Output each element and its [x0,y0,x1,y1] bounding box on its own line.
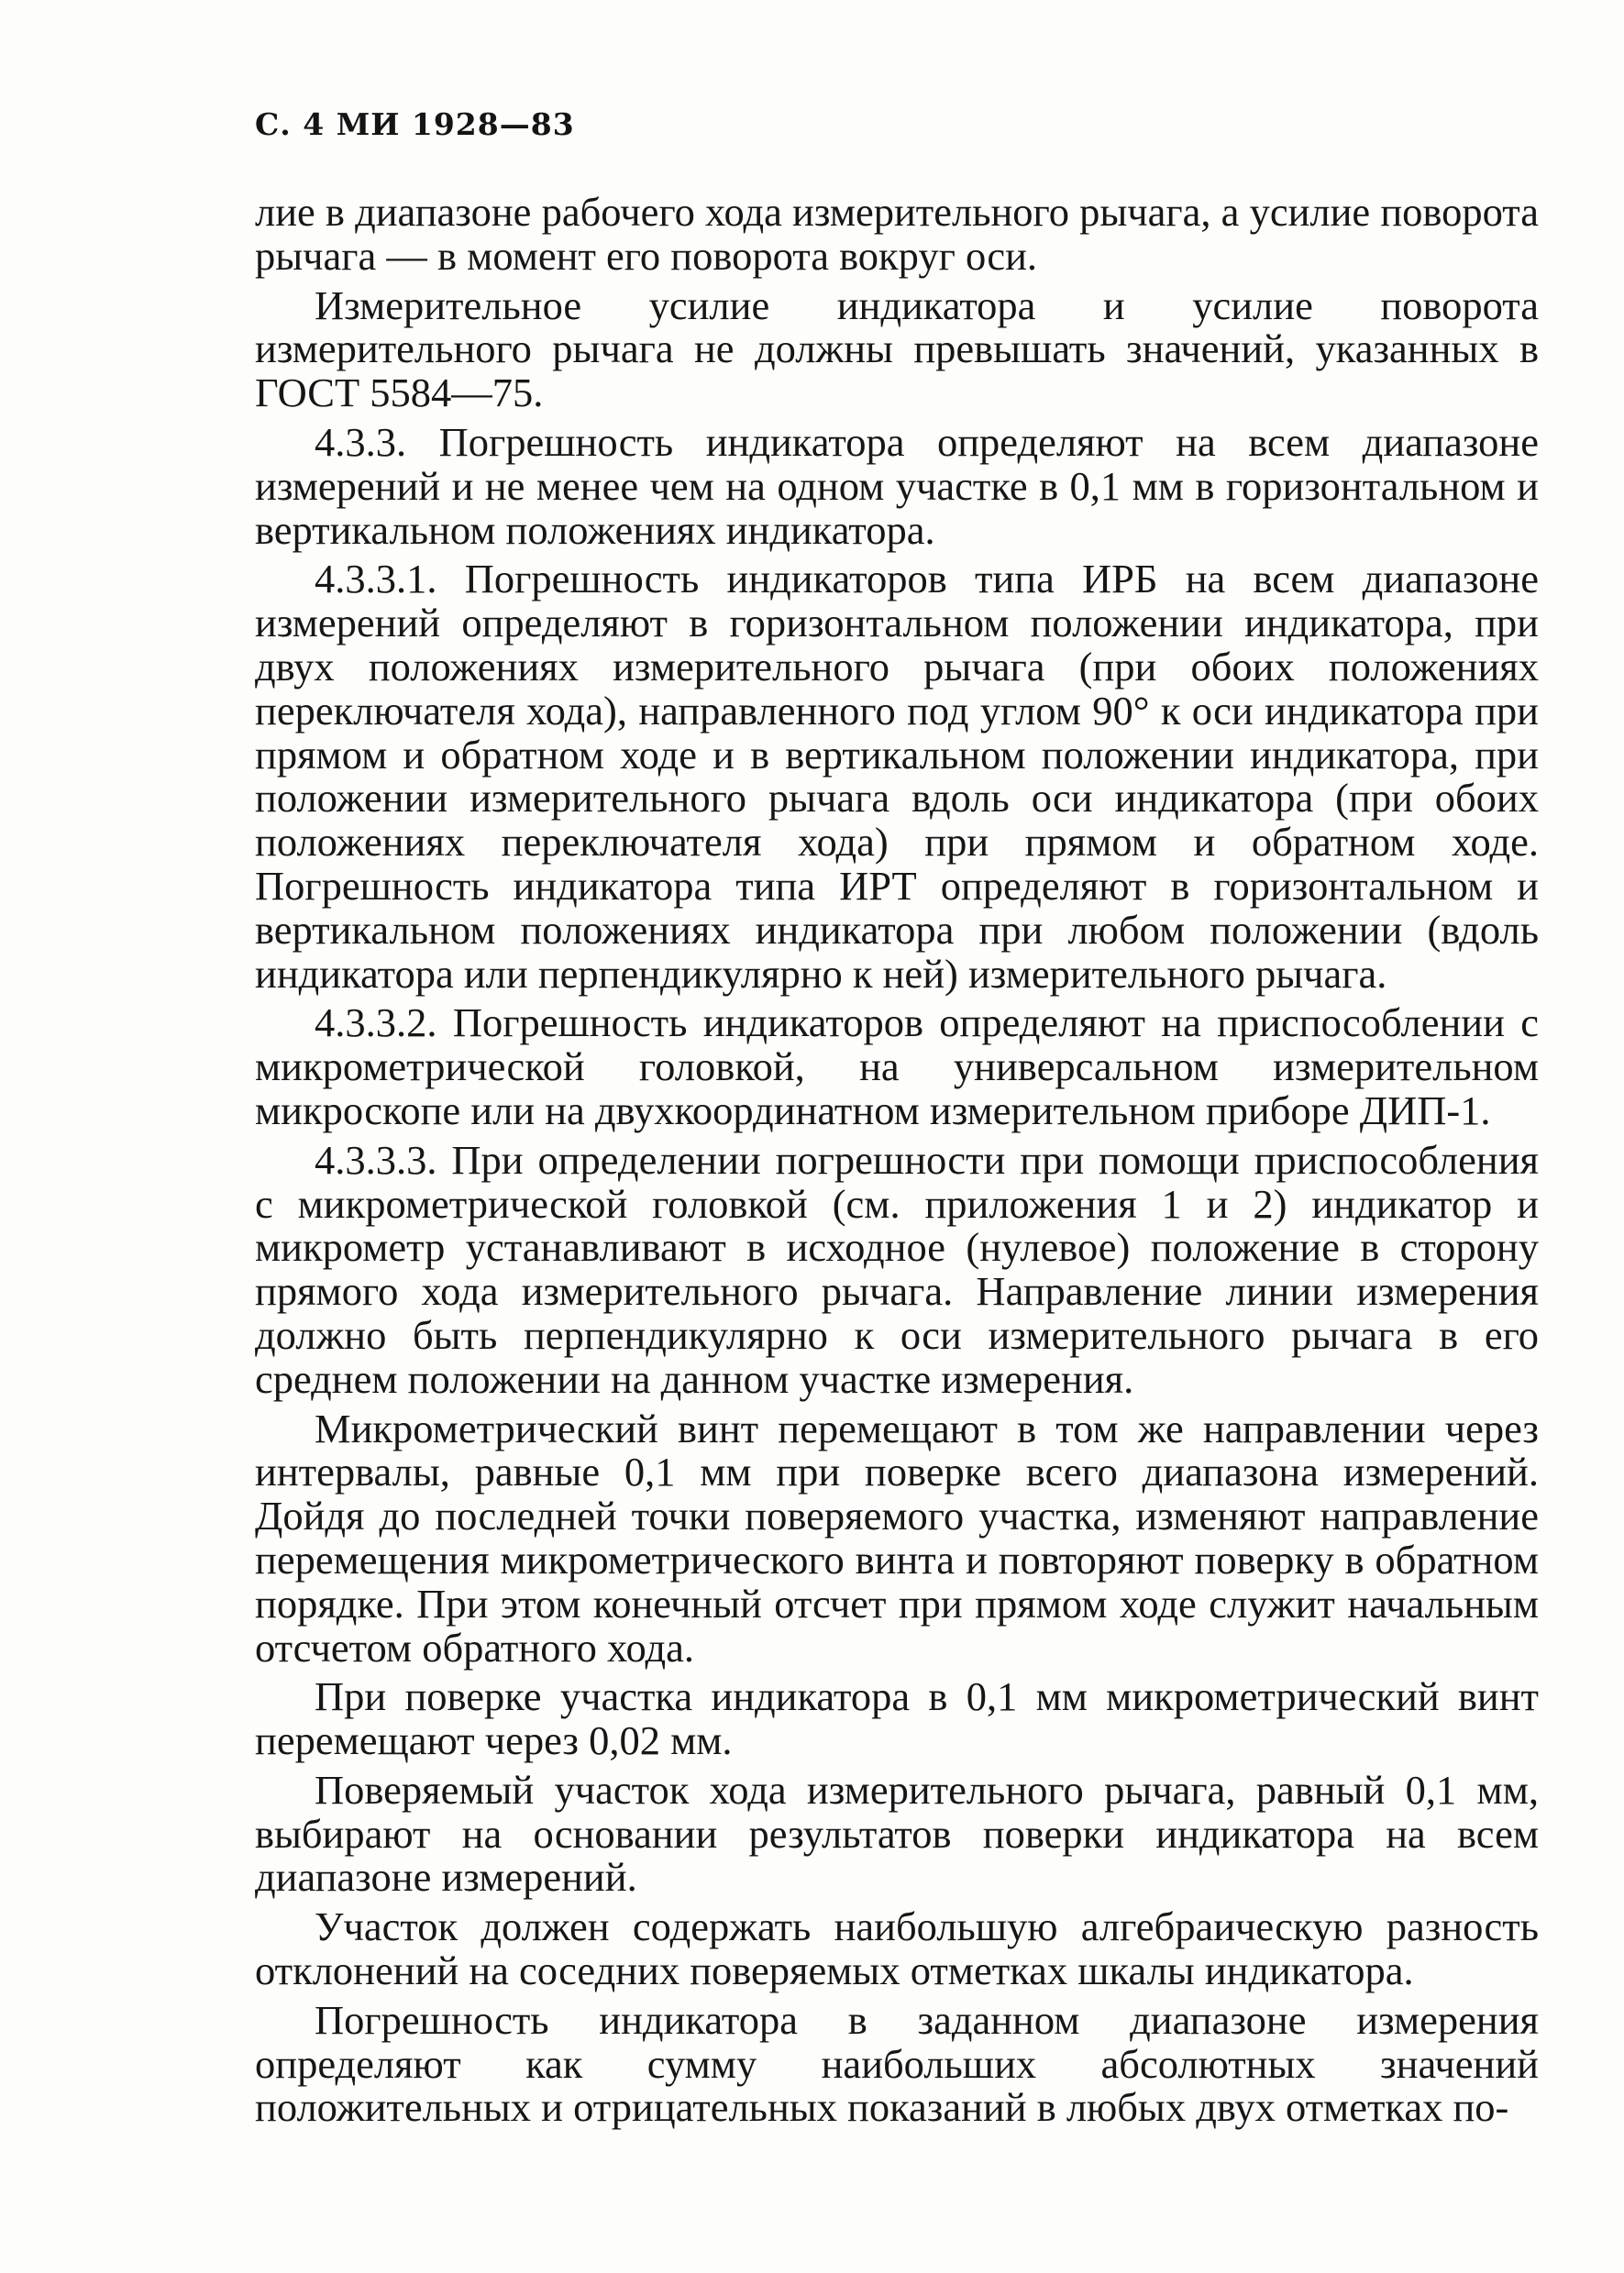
paragraph: 4.3.3. Погрешность индикатора определяют на всем диапазоне измерений и не менее чем на одном участке в 0,1 мм в горизонтальном и вертикальном положениях индикатора. [255,418,1539,553]
paragraph: Поверяемый участок хода измерительного рычага, равный 0,1 мм, выбирают на основании результатов поверки индикатора на всем диапазоне измерений. [255,1766,1539,1901]
paragraph: лие в диапазоне рабочего хода измерительного рычага, а усилие поворота рычага — в момент его поворота вокруг оси. [255,189,1539,279]
paragraph: При поверке участка индикатора в 0,1 мм микрометрический винт перемещают через 0,02 мм. [255,1673,1539,1764]
paragraph: Участок должен содержать наибольшую алгебраическую разность отклонений на соседних поверяемых отметках шкалы индикатора. [255,1903,1539,1994]
paragraph: 4.3.3.3. При определении погрешности при помощи приспособления с микрометрической головкой (см. приложения 1 и 2) индикатор и микрометр устанавливают в исходное (нулевое) положение в сторону прямого хода измерительного рычага. Направление линии измерения должно быть перпендикулярно к оси измерительного рычага в его среднем положении на данном участке измерения. [255,1136,1539,1402]
paragraph: Измерительное усилие индикатора и усилие поворота измерительного рычага не должны превышать значений, указанных в ГОСТ 5584—75. [255,281,1539,416]
body-text [255,191,1539,2135]
paragraph: Микрометрический винт перемещают в том же направлении через интервалы, равные 0,1 мм при поверке всего диапазона измерений. Дойдя до последней точки поверяемого участка, изменяют направление перемещения микрометрического винта и повторяют поверку в обратном порядке. При этом конечный отсчет при прямом ходе служит начальным отсчетом обратного хода. [255,1405,1539,1671]
paragraph: 4.3.3.2. Погрешность индикаторов определяют на приспособлении с микрометрической головкой, на универсальном измерительном микроскопе или на двухкоординатном измерительном приборе ДИП-1. [255,999,1539,1133]
paragraph: 4.3.3.1. Погрешность индикаторов типа ИРБ на всем диапазоне измерений определяют в горизонтальном положении индикатора, при двух положениях измерительного рычага (при обоих положениях переключателя хода), направленного под углом 90° к оси индикатора при прямом и обратном ходе и в вертикальном положении индикатора, при положении измерительного рычага вдоль оси индикатора (при обоих положениях переключателя хода) при прямом и обратном ходе. Погрешность индикатора типа ИРТ определяют в горизонтальном и вертикальном положениях индикатора при любом положении (вдоль индикатора или перпендикулярно к ней) измерительного рычага. [255,556,1539,997]
page-header: С. 4 МИ 1928—83 [255,106,575,142]
paragraph: Погрешность индикатора в заданном диапазоне измерения определяют как сумму наибольших абсолютных значений положительных и отрицательных показаний в любых двух отметках по- [255,1996,1539,2131]
